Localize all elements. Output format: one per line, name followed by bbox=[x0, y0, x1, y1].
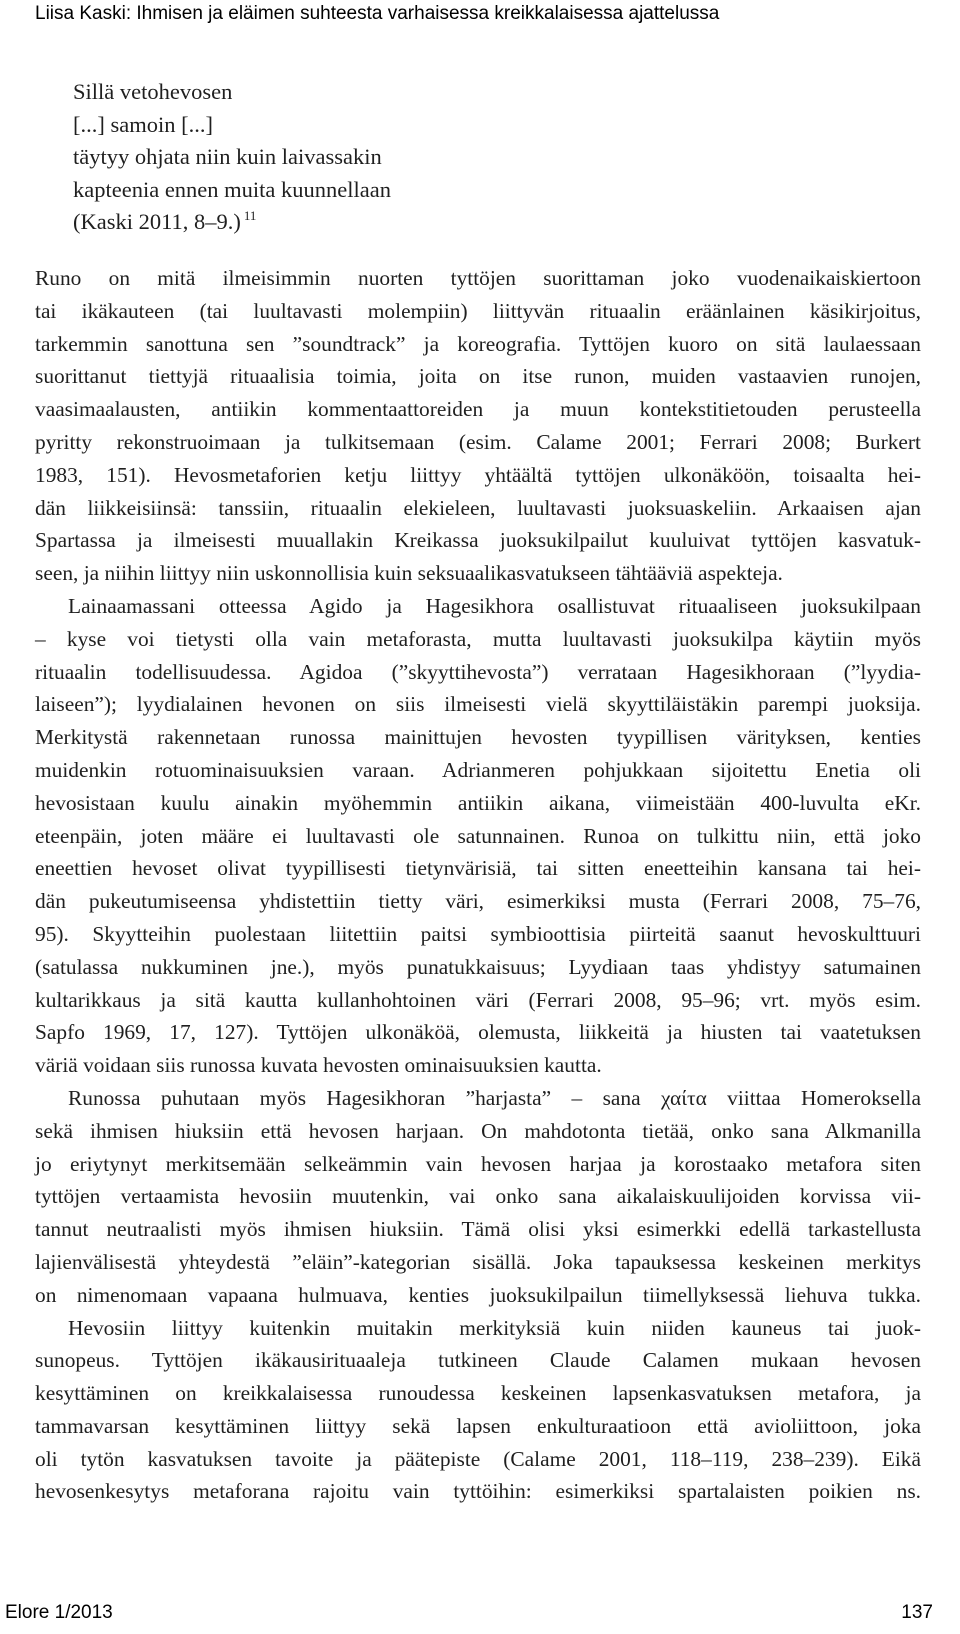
body-line: seen, ja niihin liittyy niin uskonnollisia kuin seksuaalikasvatukseen tähtääviä aspekteja. bbox=[35, 561, 783, 586]
body-line: tammavarsan kesyttäminen liittyy sekä lapsen enkulturaatioon että avioliittoon, joka bbox=[35, 1413, 921, 1438]
body-line: kultarikkaus ja sitä kautta kullanhohtoinen väri (Ferrari 2008, 95–96; vrt. myös esim. bbox=[35, 987, 921, 1012]
footnote-reference[interactable]: 11 bbox=[243, 208, 257, 224]
body-line: sekä ihmisen hiuksiin että hevosen harjaan. On mahdotonta tietää, onko sana Alkmanilla bbox=[35, 1118, 921, 1143]
body-line: hevosistaan kuulu ainakin myöhemmin antiikin aikana, viimeistään 400-luvulta eKr. bbox=[35, 790, 921, 815]
body-line: kesyttäminen on kreikkalaisessa runoudessa keskeinen lapsenkasvatuksen metafora, ja bbox=[35, 1381, 921, 1406]
journal-issue: Elore 1/2013 bbox=[5, 1602, 113, 1623]
block-quote bbox=[73, 76, 391, 239]
body-line: suorittanut tiettyjä rituaalisia toimia, joita on itse runon, muiden vastaavien runojen, bbox=[35, 364, 921, 389]
quote-line: Sillä vetohevosen bbox=[73, 79, 233, 104]
body-line: muidenkin rotuominaisuuksien varaan. Adrianmeren pohjukkaan sijoitettu Enetia oli bbox=[35, 757, 921, 782]
body-line: pyritty rekonstruoimaan ja tulkitsemaan (esim. Calame 2001; Ferrari 2008; Burkert bbox=[35, 429, 921, 454]
body-line: dän pukeutumiseensa yhdistettiin tietty väri, esimerkiksi musta (Ferrari 2008, 75–76, bbox=[35, 889, 921, 914]
quote-line: [...] samoin [...] bbox=[73, 111, 213, 137]
body-line: dän liikkeisiinsä: tanssiin, rituaalin elekieleen, luultavasti juoksuaskeliin. Arkaaisen ajan bbox=[35, 495, 921, 520]
body-line: Spartassa ja ilmeisesti muuallakin Kreikassa juoksukilpailut kuuluivat tyttöjen kasvatuk- bbox=[35, 528, 921, 553]
body-line: – kyse voi tietysti olla vain metaforasta, mutta luultavasti juoksukilpa käytiin myös bbox=[35, 626, 921, 651]
body-line: väriä voidaan siis runossa kuvata hevosten ominaisuuksien kautta. bbox=[35, 1053, 602, 1078]
body-line: rituaalin todellisuudessa. Agidoa (”skyyttihevosta”) verrataan Hagesikhoraan (”lyydia- bbox=[35, 659, 921, 684]
quote-line-citation bbox=[73, 206, 391, 239]
body-line: eteenpäin, joten määre ei luultavasti ole satunnainen. Runoa on tulkittu niin, että joko bbox=[35, 823, 921, 848]
page-number: 137 bbox=[901, 1602, 933, 1623]
body-line: Runo on mitä ilmeisimmin nuorten tyttöjen suorittaman joko vuodenaikaiskiertoon bbox=[35, 266, 921, 290]
body-line: vaasimaalausten, antiikin kommentaattoreiden ja muun kontekstitietouden perusteella bbox=[35, 397, 921, 422]
body-line: Sapfo 1969, 17, 127). Tyttöjen ulkonäköä, olemusta, liikkeitä ja hiusten tai vaatetuksen bbox=[35, 1020, 921, 1045]
body-line: on nimenomaan vapaana hulmuava, kenties juoksukilpailun tiimellyksessä liehuva tukka. bbox=[35, 1282, 921, 1307]
body-line: tarkemmin sanottuna sen ”soundtrack” ja koreografia. Tyttöjen kuoro on sitä laulaessaan bbox=[35, 331, 921, 356]
body-line: tai ikäkauteen (tai luultavasti molempiin) liittyvän rituaalin eräänlainen käsikirjoitus, bbox=[35, 298, 921, 323]
body-line: oli tytön kasvatuksen tavoite ja päätepiste (Calame 2001, 118–119, 238–239). Eikä bbox=[35, 1446, 921, 1471]
body-line: sunopeus. Tyttöjen ikäkausirituaaleja tutkineen Claude Calamen mukaan hevosen bbox=[35, 1348, 921, 1373]
body-line: tyttöjen vertaamista hevosiin muutenkin, vai onko sana aikalaiskuulijoiden korvissa vii- bbox=[35, 1184, 921, 1209]
quote-citation: (Kaski 2011, 8–9.) bbox=[73, 209, 241, 235]
body-line: eneettien hevoset olivat tyypillisesti tietynvärisiä, tai sitten eneetteihin kansana tai hei- bbox=[35, 856, 921, 881]
body-line: 1983, 151). Hevosmetaforien ketju liittyy yhtäältä tyttöjen ulkonäköön, toisaalta hei- bbox=[35, 462, 921, 487]
running-header: Liisa Kaski: Ihmisen ja eläimen suhteesta varhaisessa kreikkalaisessa ajattelussa bbox=[35, 3, 720, 24]
body-line: tannut neutraalisti myös ihmisen hiuksiin. Tämä olisi yksi esimerkki edellä tarkastellusta bbox=[35, 1217, 921, 1242]
body-line: jo eriytynyt merkitsemään selkeämmin vain hevosen harjaa ja korostaako metafora siten bbox=[35, 1151, 921, 1176]
body-line: 95). Skyytteihin puolestaan liitettiin paitsi symbioottisia piirteitä saanut hevoskulttuuri bbox=[35, 921, 921, 946]
body-text bbox=[35, 262, 921, 1508]
body-line: (satulassa nukkuminen jne.), myös punatukkaisuus; Lyydiaan taas yhdistyy satumainen bbox=[35, 954, 921, 979]
body-line-paragraph-start: Lainaamassani otteessa Agido ja Hagesikhora osallistuvat rituaaliseen juoksukilpaan bbox=[68, 593, 921, 618]
quote-line: kapteenia ennen muita kuunnellaan bbox=[73, 176, 391, 202]
body-line: lajienvälisestä yhteydestä ”eläin”-kategorian sisällä. Joka tapauksessa keskeinen merkitys bbox=[35, 1249, 921, 1274]
body-line: laiseen”); lyydialainen hevonen on siis ilmeisesti vielä skyyttiläistäkin parempi juoksija. bbox=[35, 692, 921, 717]
body-line-paragraph-start: Hevosiin liittyy kuitenkin muitakin merkityksiä kuin niiden kauneus tai juok- bbox=[68, 1315, 921, 1340]
body-line: Merkitystä rakennetaan runossa mainittujen hevosten tyypillisen värityksen, kenties bbox=[35, 725, 921, 750]
quote-line: täytyy ohjata niin kuin laivassakin bbox=[73, 144, 382, 170]
body-line-paragraph-start: Runossa puhutaan myös Hagesikhoran ”harjasta” – sana χαίτα viittaa Homeroksella bbox=[68, 1085, 921, 1110]
body-line: hevosenkesytys metaforana rajoitu vain tyttöihin: esimerkiksi spartalaisten poikien ns. bbox=[35, 1479, 921, 1504]
